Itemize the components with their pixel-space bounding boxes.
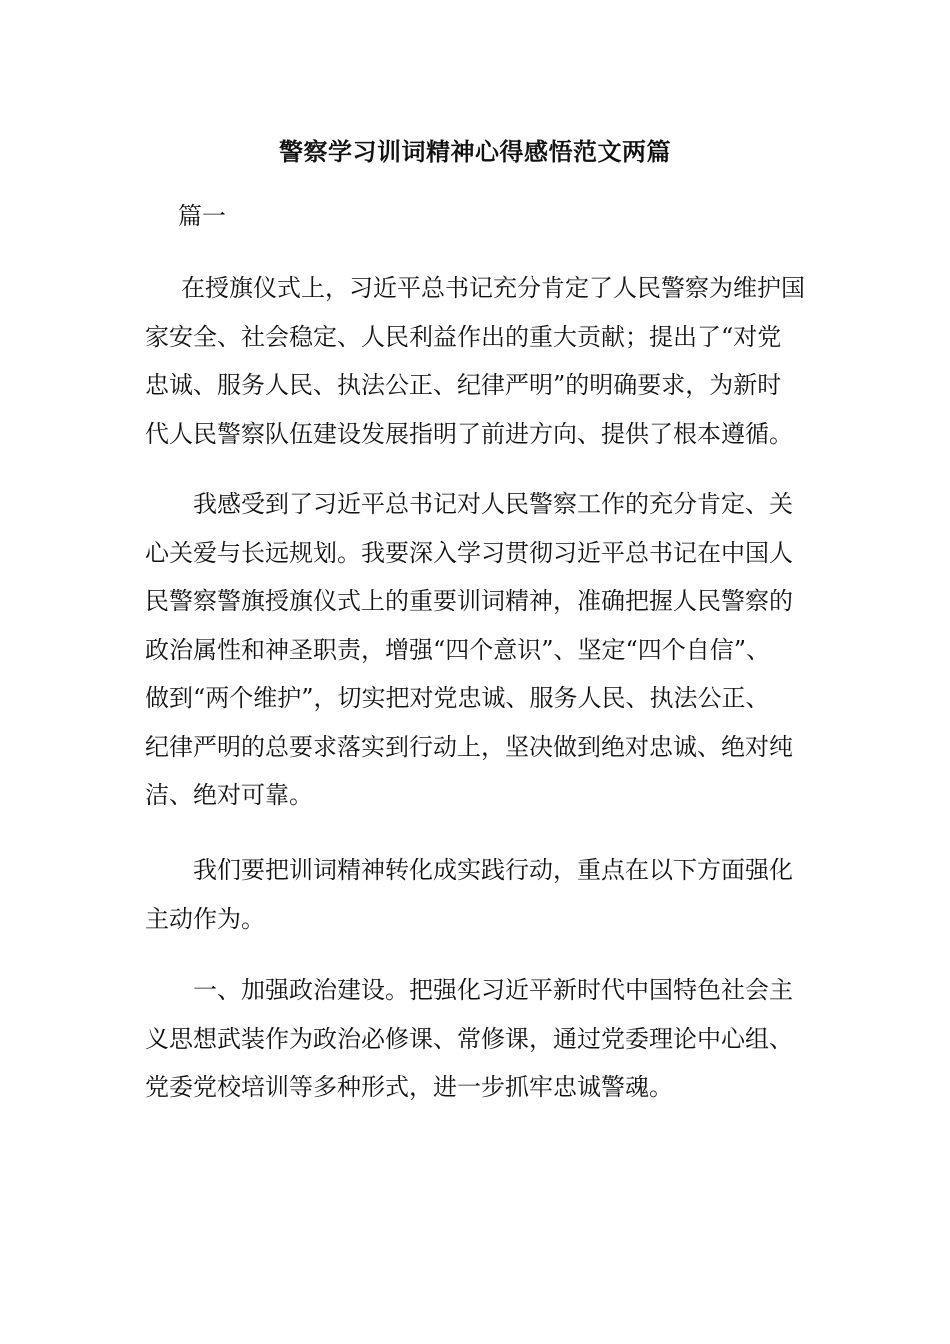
paragraph-line: 在授旗仪式上，习近平总书记充分肯定了人民警察为维护国: [181, 274, 805, 302]
paragraph-line: 义思想武装作为政治必修课、常修课，通过党委理论中心组、: [145, 1024, 793, 1053]
paragraph-line: 纪律严明的总要求落实到行动上，坚决做到绝对忠诚、绝对纯: [145, 732, 793, 761]
paragraph-line: 党委党校培训等多种形式，进一步抓牢忠诚警魂。: [145, 1073, 673, 1101]
paragraph-line: 忠诚、服务人民、执法公正、纪律严明”的明确要求，为新时: [145, 371, 782, 399]
paragraph-line: 民警察警旗授旗仪式上的重要训词精神，准确把握人民警察的: [145, 587, 793, 615]
document-title: 警察学习训词精神心得感悟范文两篇: [279, 138, 671, 166]
paragraph-line: 做到“两个维护”，切实把对党忠诚、服务人民、执法公正、: [145, 684, 770, 712]
paragraph-line: 主动作为。: [145, 904, 265, 933]
paragraph-line: 我们要把训词精神转化成实践行动，重点在以下方面强化: [193, 856, 793, 884]
paragraph-1: [145, 264, 805, 458]
paragraph-line: 代人民警察队伍建设发展指明了前进方向、提供了根本遵循。: [145, 419, 793, 448]
paragraph-line: 我感受到了习近平总书记对人民警察工作的充分肯定、关: [193, 490, 793, 518]
paragraph-line: 一、加强政治建设。把强化习近平新时代中国特色社会主: [193, 976, 793, 1004]
paragraph-line: 政治属性和神圣职责，增强“四个意识”、坚定“四个自信”、: [145, 635, 771, 664]
paragraph-2: [145, 480, 805, 820]
paragraph-line: 洁、绝对可靠。: [145, 781, 313, 809]
paragraph-line: 心关爱与长远规划。我要深入学习贯彻习近平总书记在中国人: [145, 538, 793, 567]
paragraph-line: 家安全、社会稳定、人民利益作出的重大贡献；提出了“对党: [145, 322, 782, 351]
paragraph-4: [145, 966, 805, 1112]
paragraph-3: [145, 846, 805, 943]
section-label: 篇一: [178, 202, 226, 230]
